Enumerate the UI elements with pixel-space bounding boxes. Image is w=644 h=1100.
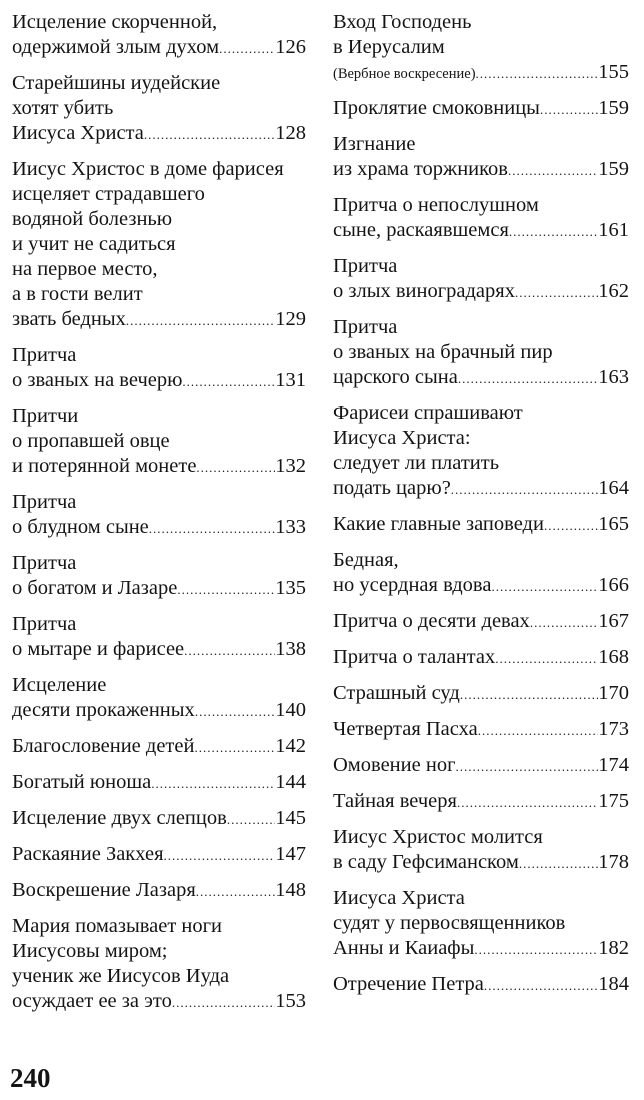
dot-leader [544, 513, 598, 537]
toc-entry-line [12, 964, 306, 989]
toc-entry-page: 184 [598, 973, 629, 995]
toc-entry-line [333, 132, 629, 157]
toc-entry [333, 512, 629, 537]
toc-entry-page: 173 [598, 718, 629, 740]
toc-entry-last-line [12, 368, 306, 393]
toc-entry-page: 140 [275, 699, 306, 721]
dot-leader [451, 477, 598, 501]
toc-entry-line [12, 551, 306, 576]
toc-entry-title-line: Страшный суд [333, 682, 460, 704]
toc-entry-last-line [333, 972, 629, 997]
dot-leader [540, 97, 598, 121]
toc-entry-title-line: Бедная, [333, 549, 399, 571]
toc-entry-page: 129 [275, 308, 306, 330]
toc-entry-title-line: Изгнание [333, 133, 416, 155]
toc-entry [333, 10, 629, 85]
toc-entry-line [12, 157, 306, 182]
toc-entry-title-line: Иисуса Христа: [333, 427, 471, 449]
toc-entry-page: 128 [275, 122, 306, 144]
toc-entry-last-line [12, 454, 306, 479]
dot-leader [484, 973, 598, 997]
toc-entry-title-line: Иисусовы миром; [12, 940, 168, 962]
toc-entry-title-line: Притча [333, 255, 398, 277]
toc-entry-title-line: Притча [333, 316, 398, 338]
toc-entry-title-line: Притча [12, 552, 77, 574]
toc-entry-last-line [333, 365, 629, 390]
dot-leader [184, 638, 275, 662]
toc-entry-last-line [12, 35, 306, 60]
dot-leader [458, 366, 598, 390]
toc-entry [12, 842, 306, 867]
toc-entry-line [333, 825, 629, 850]
toc-entry-title-line: на первое место, [12, 258, 158, 280]
toc-entry [333, 886, 629, 961]
toc-entry-line [12, 282, 306, 307]
toc-entry-title-line: Омовение ног [333, 754, 456, 776]
toc-entry-last-line [333, 936, 629, 961]
toc-entry-last-line [12, 842, 306, 867]
toc-entry-last-line [333, 96, 629, 121]
toc-entry-page: 167 [598, 610, 629, 632]
toc-entry [333, 548, 629, 598]
toc-entry-title-line: в саду Гефсиманском [333, 851, 519, 873]
toc-entry-last-line [333, 157, 629, 182]
toc-entry [12, 673, 306, 723]
toc-entry-line [333, 911, 629, 936]
toc-entry-line [333, 426, 629, 451]
toc-entry-last-line [12, 806, 306, 831]
page-number: 240 [10, 1063, 51, 1093]
toc-entry-title-line: а в гости велит [12, 283, 143, 305]
toc-entry-last-line [333, 789, 629, 814]
toc-entry-title-line: Анны и Каиафы [333, 937, 475, 959]
dot-leader [126, 308, 275, 332]
toc-entry-title-line: хотят убить [12, 97, 114, 119]
toc-entry-line [12, 429, 306, 454]
toc-entry [333, 972, 629, 997]
toc-entry-line [12, 257, 306, 282]
toc-entry-last-line [333, 753, 629, 778]
toc-entry-page: 132 [275, 455, 306, 477]
dot-leader [164, 843, 276, 867]
toc-entry [333, 609, 629, 634]
toc-entry-title-line: подать царю? [333, 477, 451, 499]
toc-entry-line [12, 939, 306, 964]
dot-leader [476, 61, 599, 85]
toc-entry-title-line: Иисуса Христа [333, 887, 465, 909]
toc-entry-title-line: звать бедных [12, 308, 126, 330]
toc-entry-last-line [12, 734, 306, 759]
dot-leader [478, 718, 599, 742]
toc-entry-title-line: Иисуса Христа [12, 122, 144, 144]
dot-leader [460, 682, 598, 706]
toc-entry-page: 174 [598, 754, 629, 776]
toc-entry-title-line: Исцеление скорченной, [12, 11, 218, 33]
toc-entry [12, 878, 306, 903]
toc-entry-title-line: и потерянной монете [12, 455, 197, 477]
toc-entry [333, 254, 629, 304]
toc-entry-title-line: исцеляет страдавшего [12, 183, 205, 205]
toc-entry [333, 825, 629, 875]
toc-entry [12, 10, 306, 60]
toc-entry-title-line: но усердная вдова [333, 574, 492, 596]
toc-entry-line [333, 886, 629, 911]
toc-entry-page: 175 [598, 790, 629, 812]
toc-entry-line [333, 254, 629, 279]
dot-leader [177, 577, 275, 601]
toc-entry-line [12, 232, 306, 257]
toc-entry-title-line: Притча о талантах [333, 646, 496, 668]
toc-entry-last-line [12, 121, 306, 146]
toc-entry-page: 166 [598, 574, 629, 596]
toc-entry-page: 148 [275, 879, 306, 901]
toc-entry [333, 681, 629, 706]
toc-entry [12, 770, 306, 795]
toc-entry-title-line: Иисус Христос молится [333, 826, 543, 848]
toc-entry-page: 126 [275, 36, 306, 58]
toc-entry-page: 135 [275, 577, 306, 599]
toc-entry-title-line: Старейшины иудейские [12, 72, 221, 94]
toc-entry-line [12, 71, 306, 96]
toc-entry-title-line: (Вербное воскресение) [333, 66, 476, 82]
toc-entry-title-line: Иисус Христос в доме фарисея [12, 158, 284, 180]
toc-entry-title-line: Отречение Петра [333, 973, 484, 995]
dot-leader [196, 879, 275, 903]
toc-entry-title-line: из храма торжников [333, 158, 508, 180]
dot-leader [519, 851, 598, 875]
toc-entry-title-line: о званых на вечерю [12, 369, 183, 391]
toc-entry-title-line: Воскрешение Лазаря [12, 879, 196, 901]
toc-entry-last-line [12, 698, 306, 723]
toc-entry-last-line [333, 476, 629, 501]
toc-entry-title-line: осуждает ее за это [12, 990, 172, 1012]
toc-entry-line [12, 343, 306, 368]
toc-entry [12, 612, 306, 662]
dot-leader [515, 280, 598, 304]
toc-entry-title-line: Притча [12, 344, 77, 366]
toc-entry-line [12, 914, 306, 939]
toc-entry-title-line: о блудном сыне [12, 516, 149, 538]
dot-leader [495, 646, 598, 670]
toc-entry [333, 315, 629, 390]
dot-leader [491, 574, 598, 598]
toc-entry-page: 144 [275, 771, 306, 793]
toc-entry [12, 71, 306, 146]
toc-entry [333, 717, 629, 742]
toc-entry-line [12, 673, 306, 698]
toc-entry-line [333, 35, 629, 60]
toc-entry [333, 789, 629, 814]
toc-entry-last-line [333, 609, 629, 634]
toc-entry-page: 142 [275, 735, 306, 757]
dot-leader [144, 122, 275, 146]
toc-entry-line [333, 315, 629, 340]
toc-entry-line [12, 207, 306, 232]
toc-entry [12, 914, 306, 1014]
toc-entry-last-line [12, 637, 306, 662]
toc-entry-title-line: ученик же Иисусов Иуда [12, 965, 230, 987]
toc-entry-page: 133 [275, 516, 306, 538]
toc-entry-line [12, 96, 306, 121]
toc-entry-title-line: о богатом и Лазаре [12, 577, 178, 599]
dot-leader [509, 219, 598, 243]
toc-entry [12, 343, 306, 393]
toc-entry-page: 165 [598, 513, 629, 535]
dot-leader [195, 699, 275, 723]
dot-leader [227, 807, 275, 831]
dot-leader [474, 937, 598, 961]
toc-entry-page: 182 [598, 937, 629, 959]
toc-entry-title-line: сыне, раскаявшемся [333, 219, 509, 241]
dot-leader [219, 36, 275, 60]
toc-entry-title-line: Исцеление [12, 674, 107, 696]
toc-entry-title-line: водяной болезнью [12, 208, 173, 230]
toc-entry-page: 153 [275, 990, 306, 1012]
toc-entry-last-line [333, 645, 629, 670]
toc-entry-title-line: Тайная вечеря [333, 790, 457, 812]
toc-entry-page: 147 [275, 843, 306, 865]
toc-entry [333, 132, 629, 182]
toc-entry-title-line: Какие главные заповеди [333, 513, 544, 535]
toc-entry-title-line: Притча [12, 613, 77, 635]
toc-entry-last-line [12, 576, 306, 601]
dot-leader [196, 455, 275, 479]
toc-entry-last-line [333, 279, 629, 304]
toc-entry-last-line [333, 573, 629, 598]
toc-entry-line [333, 548, 629, 573]
toc-entry-line [333, 451, 629, 476]
toc-entry-page: 161 [598, 219, 629, 241]
toc-entry-title-line: Четвертая Пасха [333, 718, 478, 740]
toc-entry-title-line: одержимой злым духом [12, 36, 220, 58]
toc-entry-page: 163 [598, 366, 629, 388]
toc-entry-title-line: о мытаре и фарисее [12, 638, 185, 660]
toc-entry-last-line [12, 878, 306, 903]
toc-entry-line [333, 401, 629, 426]
toc-entry-page: 159 [598, 158, 629, 180]
toc-entry-last-line [12, 989, 306, 1014]
toc-entry-title-line: Фарисеи спрашивают [333, 402, 523, 424]
toc-entry [333, 753, 629, 778]
toc-entry-title-line: о званых на брачный пир [333, 341, 553, 363]
toc-entry-title-line: о злых виноградарях [333, 280, 515, 302]
toc-entry [12, 551, 306, 601]
toc-entry-line [333, 193, 629, 218]
toc-entry-title-line: десяти прокаженных [12, 699, 195, 721]
toc-entry [333, 401, 629, 501]
toc-entry-title-line: о пропавшей овце [12, 430, 170, 452]
toc-entry-page: 164 [598, 477, 629, 499]
toc-entry-page: 178 [598, 851, 629, 873]
toc-entry [12, 157, 306, 332]
toc-entry-last-line [333, 850, 629, 875]
toc-entry-title-line: Притча о десяти девах [333, 610, 530, 632]
dot-leader [149, 516, 275, 540]
toc-entry-page: 145 [275, 807, 306, 829]
toc-entry-last-line [12, 307, 306, 332]
toc-entry-line [12, 404, 306, 429]
dot-leader [508, 158, 598, 182]
toc-entry-line [12, 490, 306, 515]
toc-entry-title-line: Богатый юноша [12, 771, 152, 793]
toc-entry-title-line: Мария помазывает ноги [12, 915, 223, 937]
toc-entry-title-line: Благословение детей [12, 735, 195, 757]
toc-entry-title-line: Притча [12, 491, 77, 513]
toc-entry-last-line [333, 717, 629, 742]
toc-entry-line [333, 10, 629, 35]
toc-entry-last-line [333, 60, 629, 85]
toc-entry-last-line [333, 512, 629, 537]
toc-entry-title-line: в Иерусалим [333, 36, 445, 58]
dot-leader [455, 754, 598, 778]
toc-entry-line [333, 340, 629, 365]
toc-left-column [12, 10, 306, 1025]
toc-entry-page: 168 [598, 646, 629, 668]
dot-leader [151, 771, 275, 795]
toc-entry [333, 96, 629, 121]
toc-entry-title-line: Притчи [12, 405, 79, 427]
dot-leader [172, 990, 275, 1014]
toc-entry-title-line: Раскаяние Закхея [12, 843, 164, 865]
toc-entry-title-line: Притча о непослушном [333, 194, 539, 216]
toc-entry-title-line: Исцеление двух слепцов [12, 807, 227, 829]
toc-entry-last-line [333, 218, 629, 243]
dot-leader [194, 735, 275, 759]
dot-leader [182, 369, 275, 393]
toc-entry-page: 170 [598, 682, 629, 704]
toc-entry-page: 138 [275, 638, 306, 660]
toc-entry-page: 155 [598, 61, 629, 83]
dot-leader [457, 790, 598, 814]
toc-entry-line [12, 10, 306, 35]
toc-entry-line [12, 612, 306, 637]
toc-entry-last-line [12, 770, 306, 795]
toc-entry-title-line: следует ли платить [333, 452, 500, 474]
toc-entry-last-line [12, 515, 306, 540]
toc-entry-page: 159 [598, 97, 629, 119]
toc-entry [12, 734, 306, 759]
toc-entry-last-line [333, 681, 629, 706]
toc-entry-title-line: судят у первосвященников [333, 912, 566, 934]
dot-leader [530, 610, 598, 634]
toc-entry-line [12, 182, 306, 207]
toc-entry [12, 490, 306, 540]
toc-entry-page: 131 [275, 369, 306, 391]
toc-entry [333, 193, 629, 243]
toc-entry-title-line: Вход Господень [333, 11, 472, 33]
toc-entry [333, 645, 629, 670]
toc-entry [12, 404, 306, 479]
toc-right-column [333, 10, 629, 1008]
toc-entry [12, 806, 306, 831]
toc-entry-title-line: царского сына [333, 366, 458, 388]
toc-entry-page: 162 [598, 280, 629, 302]
toc-entry-title-line: Проклятие смоковницы [333, 97, 540, 119]
toc-entry-title-line: и учит не садиться [12, 233, 176, 255]
